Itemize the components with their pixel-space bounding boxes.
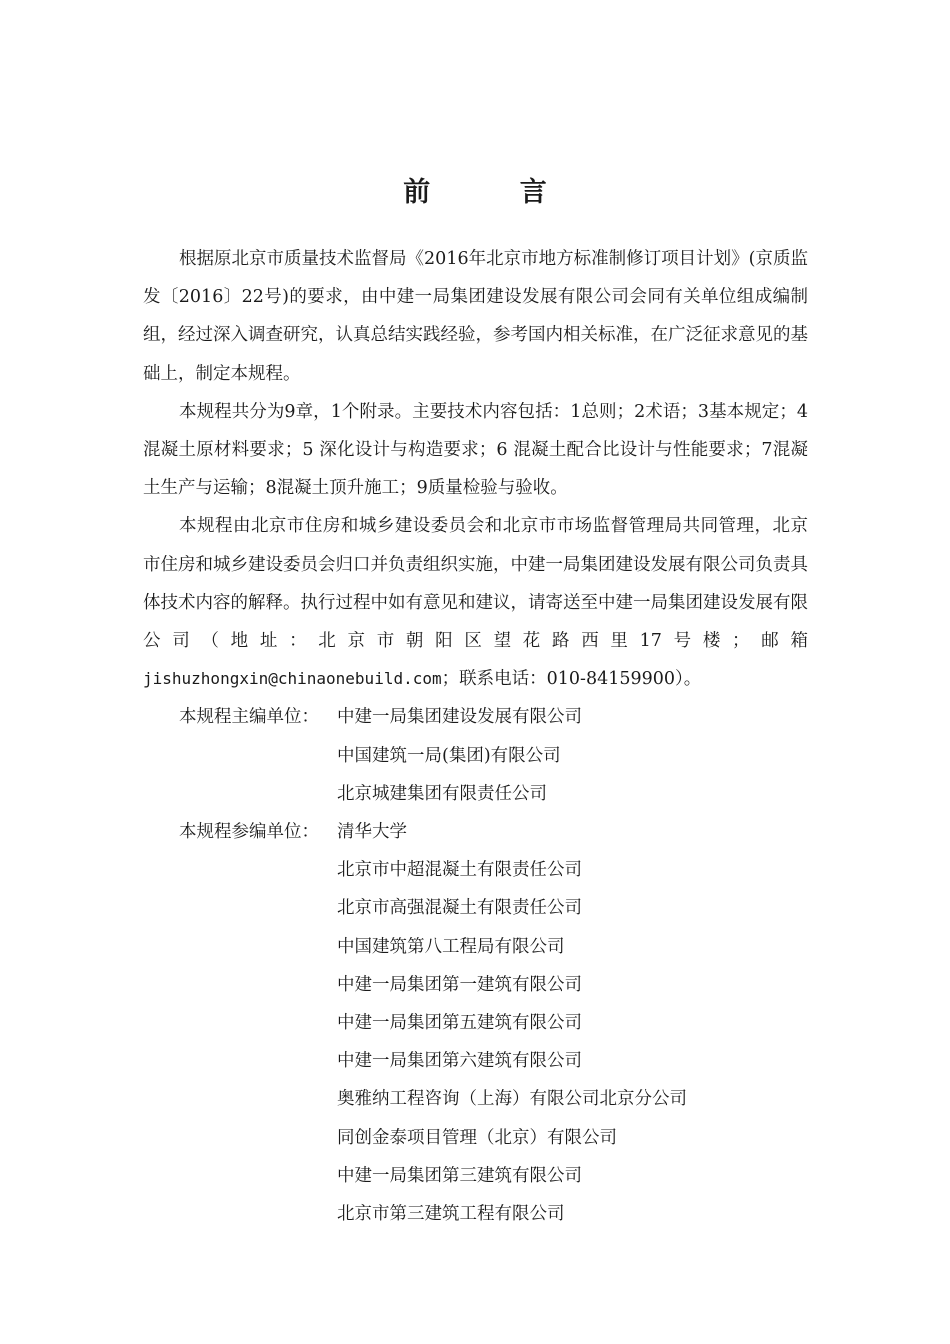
- management-text: 本规程由北京市住房和城乡建设委员会和北京市市场监督管理局共同管理，北京市住房和城乡建设委员会归口并负责组织实施，中建一局集团建设发展有限公司负责具体技术内容的解释。执行过程中如有意见和建议，请寄送至中建一局集团建设发展有限公司（地址：北京市朝阳区望花路西里17号楼；邮箱: [143, 516, 808, 652]
- co-editor-label: 本规程参编单位：: [179, 822, 319, 843]
- paragraph-basis: 根据原北京市质量技术监督局《2016年北京市地方标准制修订项目计划》(京质监发〔2016〕22号)的要求，由中建一局集团建设发展有限公司会同有关单位组成编制组，经过深入调查研究，认真总结实践经验，参考国内相关标准，在广泛征求意见的基础上，制定本规程。: [143, 249, 808, 384]
- org-name: 中国建筑第八工程局有限公司: [337, 936, 565, 957]
- org-name: 清华大学: [337, 822, 407, 843]
- org-row: [143, 1119, 808, 1157]
- preface-body: [143, 240, 808, 1233]
- org-name: 同创金泰项目管理（北京）有限公司: [337, 1127, 617, 1148]
- org-name: 中国建筑一局(集团)有限公司: [337, 745, 561, 766]
- chief-editor-units: [143, 698, 808, 813]
- org-name: 北京城建集团有限责任公司: [337, 783, 547, 804]
- org-name: 中建一局集团第六建筑有限公司: [337, 1051, 582, 1072]
- org-row: [143, 1042, 808, 1080]
- contact-email: jishuzhongxin@chinaonebuild.com: [143, 669, 442, 689]
- org-name: 中建一局集团第一建筑有限公司: [337, 974, 582, 995]
- org-row: [143, 1004, 808, 1042]
- org-row: [143, 737, 808, 775]
- org-row: [143, 889, 808, 927]
- contact-phone: ；联系电话：010-84159900）。: [441, 669, 702, 690]
- org-row: [143, 851, 808, 889]
- chief-editor-label: 本规程主编单位：: [179, 707, 319, 728]
- org-name: 中建一局集团第三建筑有限公司: [337, 1165, 582, 1186]
- org-row: [143, 966, 808, 1004]
- page-title: 前 言: [403, 177, 587, 208]
- org-row: [143, 1080, 808, 1118]
- org-name: 北京市中超混凝土有限责任公司: [337, 860, 582, 881]
- org-row: [143, 775, 808, 813]
- org-row: [143, 813, 808, 851]
- co-editor-units: [143, 813, 808, 1233]
- org-row: [143, 1195, 808, 1233]
- org-row: [143, 698, 808, 736]
- org-row: [143, 928, 808, 966]
- org-row: [143, 1157, 808, 1195]
- org-name: 奥雅纳工程咨询（上海）有限公司北京分公司: [337, 1089, 687, 1110]
- paragraph-contents: 本规程共分为9章，1个附录。主要技术内容包括：1总则；2术语；3基本规定；4 混凝土原材料要求；5 深化设计与构造要求；6 混凝土配合比设计与性能要求；7混凝土生产与运输；8混凝土顶升施工；9质量检验与验收。: [143, 401, 808, 499]
- paragraph-management: [143, 507, 808, 698]
- org-name: 中建一局集团第五建筑有限公司: [337, 1013, 582, 1034]
- org-name: 北京市高强混凝土有限责任公司: [337, 898, 582, 919]
- org-name: 北京市第三建筑工程有限公司: [337, 1204, 565, 1225]
- org-name: 中建一局集团建设发展有限公司: [337, 707, 582, 728]
